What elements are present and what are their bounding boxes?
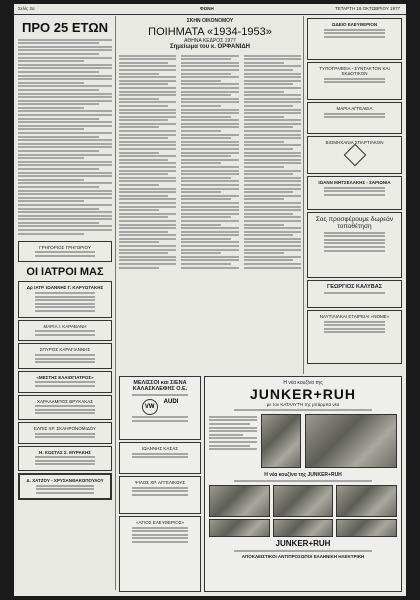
- article-subtitle: ΑΘΗΝΑ ΚΕΔΡΟΣ 1977: [184, 38, 236, 44]
- column-divider: [303, 16, 304, 374]
- product-heading: Η νέα κουζίνα της JUNKER+RUH: [264, 472, 342, 479]
- logo-emblem: [343, 144, 366, 167]
- classified-ad: ΒΙΟΜΗΧΑΝΙΑ ΣΠΑΡΤΙΑΚΟΝ: [307, 136, 402, 174]
- doctor-entry: ΣΠΥΡΟΣ ΚΑΡΑΓΙΑΝΝΗΣ: [18, 343, 112, 368]
- classified-ad: ΝΑΥΤΙΛΙΑΚΑΙ ΕΤΑΙΡΕΙΑΙ «ΝΟΜΕ»: [307, 310, 402, 364]
- paper-name: ΦΩΝΗ: [200, 6, 214, 11]
- food-photo: [336, 519, 397, 537]
- food-photo: [273, 519, 334, 537]
- article-column-1: [119, 53, 176, 270]
- classified-ad: «ΑΓΙΟΣ ΕΛΕΥΘΕΡΙΟΣ»: [119, 516, 201, 592]
- column-divider: [115, 16, 116, 590]
- classified-ad: ΙΩΑΝΝ ΜΗΤΣΕΛΑΚΗΣ - ΣΑΡΙΩΝΙΑ: [307, 176, 402, 210]
- article-byline: Σημείωμα του κ. ΟΡΦΑΝΙΔΗ: [170, 44, 250, 50]
- brand-logo: JUNKER+RUH: [249, 386, 357, 402]
- footer-brand: JUNKER+RUH: [275, 539, 331, 549]
- classified-ad: ΩΔΕΙΟ ΕΛΕΥΘΕΡΙΟΝ: [307, 18, 402, 60]
- page-header: [14, 4, 406, 15]
- article-title: ΠΟΙΗΜΑΤΑ «1934-1953»: [148, 26, 272, 38]
- page-number: Σελίς 2α: [18, 6, 35, 11]
- stove-photo: [261, 414, 301, 468]
- distributor: ΑΠΟΚΛΕΙΣΤΙΚΟΙ ΑΝΤΙΠΡΟΣΩΠΟΙ ΕΛΛΗΝΙΚΗ ΗΛΕΚΤΡΙΚΗ: [241, 553, 365, 559]
- article-column-3: [244, 53, 301, 270]
- food-photo: [209, 519, 270, 537]
- classified-ad: ΙΩΑΝΝΗΣ ΚΑΣΑΣ: [119, 442, 201, 474]
- doctor-entry: Δρ ΙΑΤΡ. ΙΩΑΝΝΗΣ Γ. ΚΑΡΥΩΤΑΚΗΣ: [18, 281, 112, 317]
- food-photo: [273, 485, 334, 517]
- right-column: [307, 16, 402, 374]
- article-column-2: [181, 53, 238, 270]
- doctor-entry: «ΜΕΣΤΗΣ ΕΛΑΙΟΓΙΑΤΡΟΣ»: [18, 371, 112, 393]
- doctor-entry: Δ. ΧΑΤΖΟΥ - ΧΡΥΣΑΝΘΑΚΟΠΟΥΛΟΥ: [18, 473, 112, 500]
- vw-logo: VW: [142, 399, 158, 415]
- classified-ad: ΨΙΛΟΣ ΧΡ. ΑΓΓΕΛΙΚΟΥΣ: [119, 476, 201, 514]
- newspaper-page: [14, 4, 406, 596]
- classified-ad: ΓΕΩΡΓΙΟΣ ΚΑΛΥΒΑΣ: [307, 280, 402, 308]
- ad-copy: [209, 414, 257, 468]
- left-column: [18, 16, 112, 592]
- classified-ad: ΜΑΡΙΑ ΑΓΓΕΛΕΙΑ: [307, 102, 402, 134]
- junker-ruh-ad: [204, 376, 402, 592]
- carpet-ad: Σας προσφέρουμε δωρεάν τοποθέτηση: [307, 212, 402, 278]
- oven-photo: [305, 414, 397, 468]
- audi-logo: AUDI: [163, 398, 179, 405]
- doctor-entry: ΕΛΠΙΣ ΧΡ. ΣΚΛΗΡΟΝΟΜΙΔΟΥ: [18, 422, 112, 444]
- ad-tagline: Η νέα κουζίνα της: [283, 380, 323, 386]
- classified-ad: ΤΥΠΟΓΡΑΦΕΙΑ - ΣΥΝΤΑΚΤΟΝ ΚΑΙ ΕΚΔΟΤΙΚΟΝ: [307, 62, 402, 100]
- garage-ad: ΜΕΛΙΣΣΟΙ και ΣΙΕΝΑ ΚΑΛΑΣΚΛΕΦΗΣ Ο.Ε. VW AUDI: [119, 376, 201, 440]
- food-photo: [336, 485, 397, 517]
- doctor-entry: ΓΡΗΓΟΡΙΟΣ ΓΡΗΓΟΡΙΟΥ: [18, 241, 112, 263]
- article-kicker: ΣΚΗΝ ΟΙΚΟΝΟΜΟΥ: [186, 18, 234, 24]
- article: [119, 16, 301, 374]
- ad-lead: με τον ΚΑΤΑΛΥΤΗ της μπάρμπα νέα: [266, 402, 340, 407]
- column-title: ΠΡΟ 25 ΕΤΩΝ: [21, 20, 109, 35]
- issue-date: ΤΕΤΑΡΤΗ 18 ΟΚΤΩΒΡΙΟΥ 1977: [335, 6, 400, 11]
- food-photo: [209, 485, 270, 517]
- doctor-entry: Η. ΚΩΣΤΑΣ Σ. ΜΥΡΑΚΗΣ: [18, 446, 112, 471]
- doctor-entry: ΜΑΡΙΑ Ι. ΚΑΡΑΒΑΝΗ: [18, 320, 112, 342]
- doctors-heading: ΟΙ ΙΑΤΡΟΙ ΜΑΣ: [26, 266, 104, 279]
- doctor-entry: ΧΑΡΑΛΑΜΠΟΣ ΒΡΥΚΑΚΑΣ: [18, 395, 112, 420]
